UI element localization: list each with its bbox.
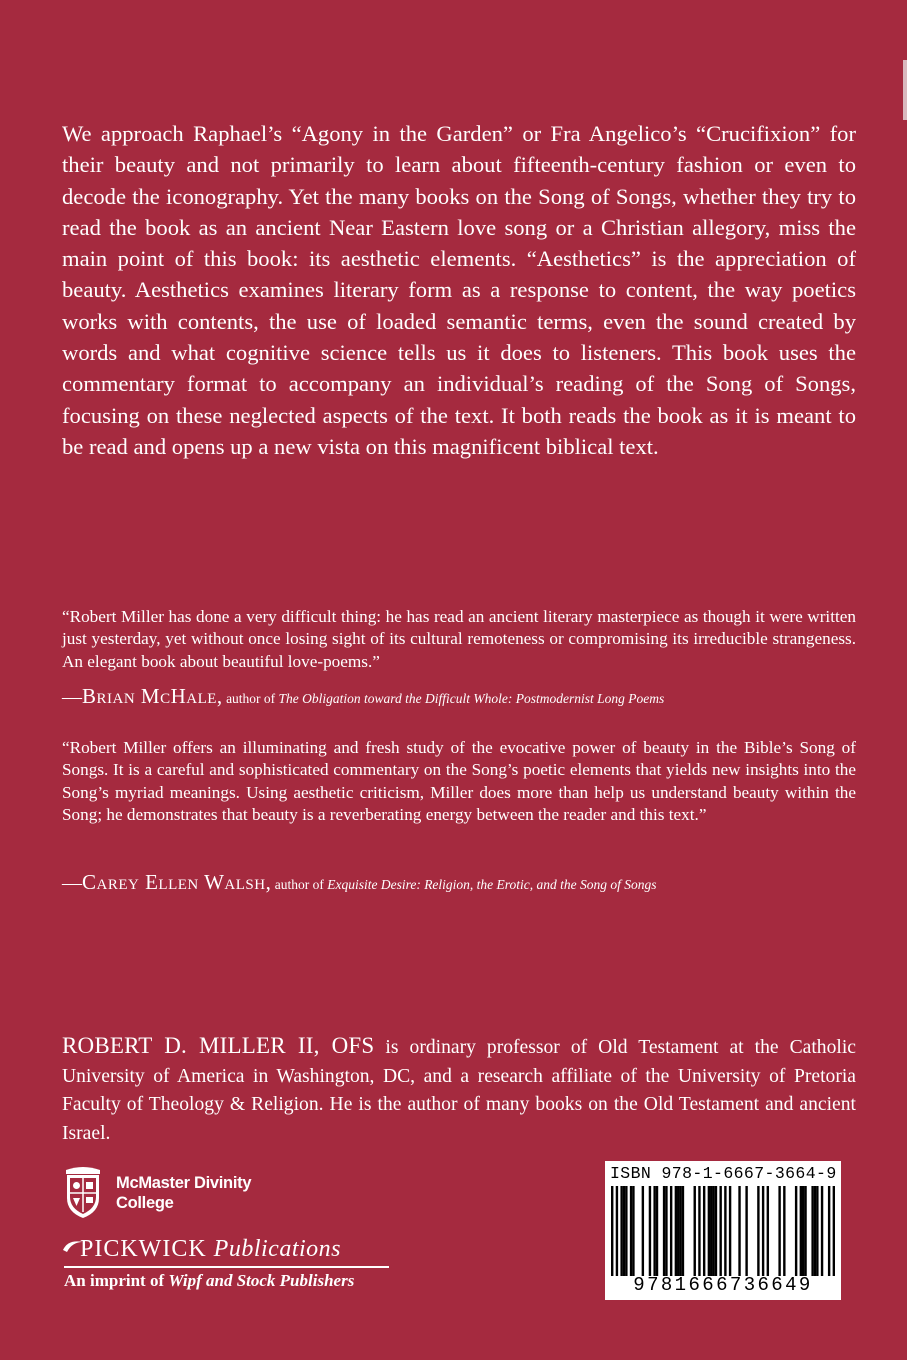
barcode-bar (821, 1186, 823, 1276)
barcode-bar (679, 1186, 681, 1276)
book-description: We approach Raphael’s “Agony in the Garden” or Fra Angelico’s “Crucifixion” for their beauty and not primarily to learn about fifteenth-century fashion or even to decode the iconography. Yet the many books on the Song of Songs, whether they try to read the book as an ancient Near Eastern love song or a Christian allegory, miss the main point of this book: its aesthetic elements. “Aesthetics” is the appreciation of beauty. Aesthetics examines literary form as a response to content, the way poetics works with contents, the use of loaded semantic terms, even the sound created by words and what cognitive science tells us it does to listeners. This book uses the commentary format to accompany an individual’s reading of the Song of Songs, focusing on these neglected aspects of the text. It both reads the book as it is meant to be read and opens up a new vista on this magnificent biblical text. (62, 121, 856, 459)
mcmaster-line-2: College (116, 1194, 174, 1212)
pickwick-name: PICKWICK (80, 1236, 207, 1262)
pickwick-divider (64, 1266, 389, 1268)
barcode-bar (703, 1186, 705, 1276)
attribution-dash: — (62, 872, 82, 894)
barcode-bar (712, 1186, 714, 1276)
barcode-bar (708, 1186, 710, 1276)
author-of-label: author of (222, 691, 279, 706)
barcode-bar (719, 1186, 721, 1276)
barcode-bar (833, 1186, 835, 1276)
author-bio (62, 1032, 856, 1148)
endorser-name: Brian McHale, (82, 684, 223, 708)
barcode-bar (804, 1186, 806, 1276)
barcode-bar (675, 1186, 677, 1276)
mcmaster-divinity-logo (64, 1164, 294, 1224)
barcode-bar (783, 1186, 785, 1276)
mcmaster-line-1: McMaster Divinity (116, 1174, 252, 1192)
spine-edge-mark (903, 60, 907, 120)
attribution-dash: — (62, 686, 82, 708)
barcode-bar (795, 1186, 797, 1276)
barcode-bar (738, 1186, 740, 1276)
imprint-line (64, 1270, 354, 1292)
barcode-bar (811, 1186, 813, 1276)
barcode-bar (698, 1186, 700, 1276)
barcode-bar (611, 1186, 613, 1276)
barcode-bar (616, 1186, 618, 1276)
barcode-bar (814, 1186, 816, 1276)
barcode-bar (642, 1186, 644, 1276)
barcode-bar (649, 1186, 651, 1276)
barcode-bar (625, 1186, 627, 1276)
barcode-bar (677, 1186, 679, 1276)
endorser-work-title: Exquisite Desire: Religion, the Erotic, and the Song of Songs (327, 877, 657, 892)
barcode-bar (802, 1186, 804, 1276)
isbn-barcode (605, 1161, 841, 1300)
endorsement-attribution-1 (62, 684, 862, 711)
barcode-bar (724, 1186, 726, 1276)
barcode-bar (800, 1186, 802, 1276)
barcode-bar (682, 1186, 684, 1276)
barcode-bar (670, 1186, 672, 1276)
pickwick-wordmark (62, 1235, 341, 1263)
barcode-bar (620, 1186, 622, 1276)
barcode-bar (663, 1186, 665, 1276)
barcode-bar (816, 1186, 818, 1276)
endorsement-quote-1: “Robert Miller has done a very difficult thing: he has read an ancient literary masterpiece as though it were written just yesterday, yet without once losing sight of its cultural remoteness or compromising its irreducible strangeness. An elegant book about beautiful love-poems.” (62, 607, 856, 671)
barcode-bar (710, 1186, 712, 1276)
barcode-bar (632, 1186, 634, 1276)
barcode-bar (778, 1186, 780, 1276)
barcode-bar (715, 1186, 717, 1276)
barcode-bar (694, 1186, 696, 1276)
barcode-bar (656, 1186, 658, 1276)
endorsement-quote-2: “Robert Miller offers an illuminating and fresh study of the evocative power of beauty in the Bible’s Song of Songs. It is a careful and sophisticated commentary on the Song’s poetic elements that yields new insights into the Song’s myriad meanings. Using aesthetic criticism, Miller does more than help us understand beauty within the Song; he demonstrates that beauty is a reverberating energy between the reader and this text.” (62, 738, 856, 825)
barcode-bar (828, 1186, 830, 1276)
barcode-bar (762, 1186, 764, 1276)
barcode-bar (665, 1186, 667, 1276)
author-of-label: author of (271, 877, 328, 892)
barcode-bar (653, 1186, 655, 1276)
endorser-name: Carey Ellen Walsh, (82, 870, 272, 894)
barcode-bar (630, 1186, 632, 1276)
endorser-work-title: The Obligation toward the Difficult Whole: Postmodernist Long Poems (278, 691, 665, 706)
college-crest-icon (64, 1164, 102, 1220)
endorsement-attribution-2 (62, 870, 862, 897)
barcode-bar (623, 1186, 625, 1276)
barcode-bars (611, 1186, 835, 1276)
barcode-bar (745, 1186, 747, 1276)
author-bio-text: is ordinary professor of Old Testament at the Catholic University of America in Washington, DC, and a research affiliate of the University of Pretoria Faculty of Theology & Religion. He is the author of many books on the Old Testament and ancient Israel. (62, 1037, 856, 1144)
barcode-bar (757, 1186, 759, 1276)
imprint-prefix: An imprint of (64, 1271, 169, 1290)
publications-label: Publications (213, 1236, 341, 1262)
barcode-bar (729, 1186, 731, 1276)
barcode-digits: 9781666736649 (633, 1274, 813, 1296)
author-name: ROBERT D. MILLER II, OFS (62, 1033, 375, 1058)
mcmaster-wordmark (116, 1173, 251, 1213)
barcode-bar (767, 1186, 769, 1276)
imprint-publisher: Wipf and Stock Publishers (168, 1271, 355, 1290)
pickwick-publications-logo (62, 1235, 392, 1293)
isbn-label: ISBN 978-1-6667-3664-9 (610, 1164, 837, 1183)
